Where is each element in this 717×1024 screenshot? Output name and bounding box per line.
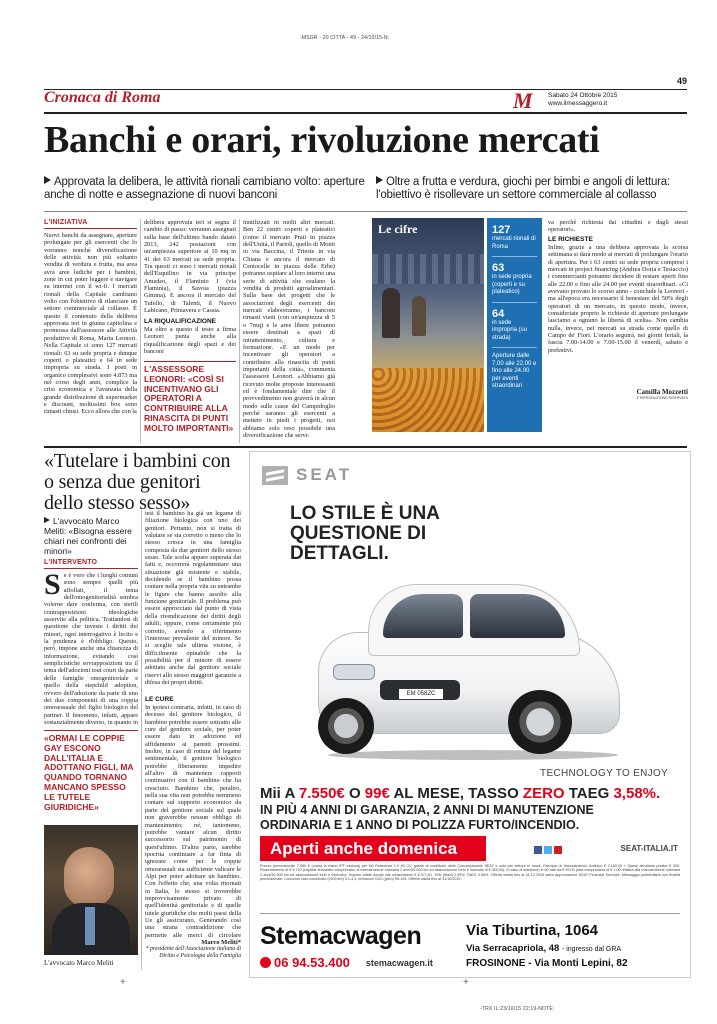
photo-label: Le cifre <box>378 222 418 236</box>
section-title: Cronaca di Roma <box>44 89 161 106</box>
triangle-bullet-icon <box>44 176 51 184</box>
infobox-text: in sede impropria (su strada) <box>492 319 528 341</box>
author-footnote: * presidente dell'Associazione italiana di Diritto e Psicologia della Famiglia <box>145 946 241 959</box>
newspaper-logo: M <box>513 88 533 113</box>
pull-quote-leonori: L'ASSESSORE LEONORI: «COSÌ SI INCENTIVANO GLI OPERATORI A CONTRIBUIRE ALLA RINASCITA DI PUNTI MOLTO IMPORTANTI» <box>144 364 234 433</box>
second-deck: L'avvocato Marco Meliti: «Bisogna essere chiari nei confronti dei minori» <box>44 516 132 556</box>
dealer-block <box>260 922 680 974</box>
facebook-icon <box>534 846 542 854</box>
dealer-address-2: Via Serracapriola, 48 - ingresso dal GRA <box>466 943 622 954</box>
market-photo <box>372 218 484 432</box>
website: www.ilmessaggero.it <box>548 100 608 107</box>
main-col-3 <box>243 219 335 441</box>
crop-mark: + <box>120 977 126 988</box>
author-signature: Marco Meliti* <box>201 939 241 946</box>
ad-fine-print: Prezzo promozionale 7.550 € (chiavi in mano IPT esclusa) per Mii Reference 1.0 60 CV, grazie al contributo delle Concessionarie SEAT e solo per vetture in stock. Esempio di finanziamento: Anticipo € 2.160,00 + Spese istruttoria pratica € 300. Finanziamento di € 5.710 (capitale finanziato comprensivo di manutenzione ordinaria 2 anni/30.000 km ed assicurazione furto e incendio di € 300,00). In caso di adesione) in 60 rate da € 99,00 (rata comprensiva di € 1,00 relativa alla manutenzione ordinaria 2 anni/30.000 km ed assicurazione furto e incendio). Importo totale dovuto dal consumatore € 6.371,81. TAN (fisso) 2,99%, TAEG 3,58%. Offerta valida fino al 31.12.2015 salvo approvazione SEAT Financial Services. Messaggio pubblicitario con finalità promozionale. Consumo ciclo combinato (l/100 km) 4,1-4,4; emissioni CO2 (g/km) 95-104. Offerta valida fino al 31/10/2015. <box>260 864 680 882</box>
subheading-richieste: LE RICHIESTE <box>548 236 593 243</box>
dealer-website: stemacwagen.it <box>365 957 433 968</box>
second-col-2 <box>145 510 241 959</box>
brand-name: SEAT <box>296 465 353 484</box>
phone-icon <box>260 957 271 968</box>
issue-date: Sabato 24 Ottobre 2015 <box>548 92 618 99</box>
main-body-col2a: delibera approvata ieri si segna il cambio di passo: verranno assegnati sulla base dell'ultimo bando datato 2013, 242 postazioni con un'ampiezza superiore ai 10 mq in 41 dei 63 mercati su sede propria. Tra questi ci sono i mercati rionali dell'Esquilino in via principe Amedeo, il Flaminio I (via Flaminia), il Savoia (piazza Gimma). E ancora il mercato del Tufello, di Talenti, il Nuovo Labicano, Primavera e Cassia. <box>144 219 236 315</box>
portrait-photo-meliti <box>44 825 138 955</box>
main-body-col5a: va perché richiesta dai cittadini e dagli stessi operatori». <box>548 219 688 233</box>
infobox-number: 63 <box>492 262 505 274</box>
dateline <box>548 92 617 108</box>
open-sunday-banner: Aperti anche domenica <box>260 836 486 861</box>
twitter-icon <box>544 846 552 854</box>
second-headline: «Tutelare i bambini con o senza due genitori dello stesso sesso» <box>44 450 231 514</box>
seat-logo <box>262 465 352 485</box>
second-body-col2b: In ipotesi contraria, infatti, in caso di decesso del genitore biologico, il bambino potrebbe essere sottratto alle cure del genitore sociale, per poter essere dato in adozione ed affidamento ai parenti prossimi. Inoltre, in caso di rottura del legame sentimentale, il genitore biologico potrebbe liberamente impedire all'altro di mantenere rapporti continuativi con il bambino che ha cresciuto. Bambino che, peraltro, nella sua vita non potrebbe nemmeno contare sul supporto economico da parte del genitore sociale sul quale non graverebbe nessun obbligo di mantenimento; né, tantomeno, potrebbe vantare alcun diritto successorio sul patrimonio di quest'ultimo. D'altra parte, sarebbe ipocrita continuare a far finta di ignorare come per le coppie omosessuali sia sufficiente valicare le Alpi per poter adottare un bambino. Con l'effetto che, una volta ritornati in Italia, lo stesso si troverebbe improvvisamente privato di quell'identità genitoriale e di quelle tutele giuridiche che molti paesi della Ue gli assicurano. Generando così una strana contraddizione che permette alle merci di circolare <box>145 704 241 939</box>
second-body-col1: Se è vero che i luoghi comuni sono sempre quelli più affollati, il tema dell'omogenitorialità sembra volerne dare conferma, con sterili contrapposizioni ideologiche asservite alla politica. Trattandosi di questione che investe i diritti dei minori, ogni interrogativo è lecito e la prudenza è d'obbligo. Questo, però, impone anche una chiarezza di informazione, evitando così semplicistiche sovrapposizioni tra il tema dell'adozioni tout court da parte delle famiglie omogenitoriale e quello della stepchild adoption, ovvero dell'adozione da parte di uno dei due componenti di una coppia omosessuale del figlio biologico del partner. Il fenomeno, infatti, appare sostanzialmente diverso, in quanto in <box>44 572 138 726</box>
social-icons <box>534 846 562 854</box>
ad-slogan: TECHNOLOGY TO ENJOY <box>540 768 668 779</box>
offer-line-3: ORDINARIA E 1 ANNO DI POLIZZA FURTO/INCENDIO. <box>260 818 580 832</box>
subheading-riqualificazione: LA RIQUALIFICAZIONE <box>144 318 216 325</box>
main-col-1 <box>44 219 137 440</box>
pull-quote-meliti: «ORMAI LE COPPIE GAY ESCONO DALL'ITALIA E ADOTTANO FIGLI, MA QUANDO TORNANO MANCANO SPESSO LE TUTELE GIURIDICHE» <box>44 733 134 812</box>
offer-line-2: IN PIÙ 4 ANNI DI GARANZIA, 2 ANNI DI MANUTENZIONE <box>260 803 594 817</box>
infobox-text: mercati rionali di Roma <box>492 236 536 250</box>
production-slug-top: -MSGR - 20 CITTA - 49 - 24/10/15-N: <box>300 35 390 41</box>
dealer-phone: 06 94.53.400 <box>274 955 350 970</box>
dropcap: S <box>44 572 61 601</box>
main-body-col3: inutilizzati in molti altri mercati. Ben 22 centri coperti e plateatici (come il mercato Prati in piazza dell'Unità, il Parioli, quello di Monti in via Baccina, il Trieste in via Chiana e ancora il mercato di Centocelle in piazza delle Erbe) potranno ospitare al loro interno una serie di attività che esulano la vendita di prodotti agroalimentari. Sulla base dei progetti che le associazioni degli esercenti dei mercati elaboreranno, i banconi rimasti vuoti (con un'ampiezza di 5 o 7mq) e le aree libere potranno essere destinati a spazi di intrattenimento, cultura e formazione. «È un modo per incentivare gli operatori a contribuire alla rinascita di punti importanti della città», commenta l'assessore Leonori. «Abbiamo già ricevuto molte proposte interessanti ed è fondamentale dire che il provvedimento non graverà in alcun modo sulle casse del Campidoglio perché saranno gli esercenti a mettere in piedi i progetti, noi abbiamo solo reso possibile una diversificazione che servi- <box>243 219 335 439</box>
triangle-bullet-icon <box>376 176 383 184</box>
second-col-1 <box>44 559 138 812</box>
offer-line-1: Mii A 7.550€ O 99€ AL MESE, TASSO ZERO TAEG 3,58%. <box>260 785 661 802</box>
article-label: L'INIZIATIVA <box>44 219 88 226</box>
main-body-col1: Nuovi banchi da assegnare, aperture prolungate per gli esercenti che lo vorranno nonché diversificazione delle attività: non più soltanto vendita di verdura e frutta, ma area avrà aree ludiche per i bambini, zone in cui poter leggere e navigare su internet con il wi-fi. I mercati rionali della Capitale cambiano volto con l'obiettivo di rilanciare un settore commerciale al collasso. È questo il contenuto della delibera approvata ieri in giunta capitolina e promossa dall'assessore alle Attività produttive di Roma, Marta Leonori. Nella Capitale ci sono 127 mercati rionali: 63 su sede propria e dunque coperti o plateatici e 64 in sede impropria su strada. I posti in organico complessivi sono 4.873 ma nel corso degli anni, complice la crisi economica e l'avanzata della grande distribuzione di supermarket e discount, moltissimi box sono rimasti chiusi. Ecco allora che con la <box>44 232 137 416</box>
main-col-2 <box>144 219 236 434</box>
infobox-hours: Aperture dalle 7.00 alle 22.00 e fino alle 24.00 per eventi straordinari <box>492 353 537 389</box>
license-plate: EM 058ZC <box>398 688 444 700</box>
dealer-address-1: Via Tiburtina, 1064 <box>466 922 599 939</box>
author-signature: Camilla Mozzetti <box>636 388 688 396</box>
copyright-note: © RIPRODUZIONE RISERVATA <box>636 396 688 400</box>
seat-s-icon <box>262 466 288 485</box>
dealer-name: Stemacwagen <box>260 922 422 950</box>
main-body-col2b: Ma oltre a questo il testo a firma Leonori punta anche alla riqualificazione degli spazi e dei banconi <box>144 326 236 356</box>
subheading-cure: LE CURE <box>145 696 174 703</box>
article-label: L'INTERVENTO <box>44 559 98 566</box>
page-number: 49 <box>676 76 687 86</box>
main-deck-left: Approvata la delibera, le attività rionali cambiano volto: aperture anche di notte e assegnazione di nuovi banconi <box>44 176 365 201</box>
figures-infobox <box>487 218 542 432</box>
dealer-address-3: FROSINONE - Via Monti Lepini, 82 <box>466 958 628 969</box>
infobox-number: 127 <box>492 224 511 236</box>
second-body-col2a: tesi il bambino ha già un legame di filiazione biologica con uno dei genitori. Pertanto, non si tratta di valutare se sia corretto o meno che lo stesso cresca in una famiglia composta da due genitori dello stesso sesso. Tale scelta appare superata dai fatti e, occorrerà regolamentare una situazione già esistente e stabile, decidendo se il bambino possa contare nella propria vita su entrambe le figure che hanno assolto alla funzione genitoriale. Il problema può essere approcciato dal punto di vista della rivendicazione dei diritti degli adulti; oppure, come certamente più corretto, avendo a riferimento l'interesse prevalente del minore. Se si sceglie tale ultima visione, è difficilmente opinabile che la possibilità per il minore di essere adottato anche dal genitore sociale riservi allo stesso maggiori garanzie a difesa dei propri diritti. <box>145 510 241 686</box>
main-deck-right: Oltre a frutta e verdura, giochi per bimbi e angoli di lettura: l'obiettivo è risollevare un settore commerciale al collasso <box>376 176 670 201</box>
ad-tagline: LO STILE È UNA QUESTIONE DI DETTAGLI. <box>290 503 440 564</box>
seat-advertisement <box>249 451 691 978</box>
main-headline: Banchi e orari, rivoluzione mercati <box>44 119 600 161</box>
seat-website: SEAT-ITALIA.IT <box>620 844 678 853</box>
car-image <box>298 572 628 762</box>
youtube-icon <box>554 846 562 854</box>
crop-mark: + <box>463 977 469 988</box>
photo-caption: L'avvocato Marco Meliti <box>44 959 114 967</box>
main-body-col5b: Infine, grazie a una delibera approvata la scorsa settimana si darà modo ai mercati di prolungare l'orario di apertura. Per i 63 centri su sede propria compresi i mercati in project financing (Andrea Doria e Testaccio) i commercianti potranno decidere di restare aperti fino alle 22.00 e fino alle 24.00 per eventi straordinari. «Ci avevano provato lo scorso anno - conclude la Leonori - ma all'epoca era necessario il benestare del 50% degli operatori di un mercato, in questo modo, invece, consideriate proprio le richieste di aperture prolungate lasciamo a ognuno la libertà di scelta». Non cambia nulla, invece, nei mercati su strada come quello di Campo de' Fiori. L'orario seguirà, nei giorni feriali, la fascia 7.00-14.00 e 7.00-15.00 il venerdì, sabato e prefestivi. <box>548 244 688 354</box>
triangle-bullet-icon <box>44 517 50 523</box>
production-slug-bottom: -TRX IL:23/10/15 22:19-NOTE: <box>480 1006 555 1012</box>
infobox-number: 64 <box>492 307 505 320</box>
main-col-5 <box>548 219 688 400</box>
infobox-text: in sede propria (coperti e su plateatico) <box>492 274 532 295</box>
